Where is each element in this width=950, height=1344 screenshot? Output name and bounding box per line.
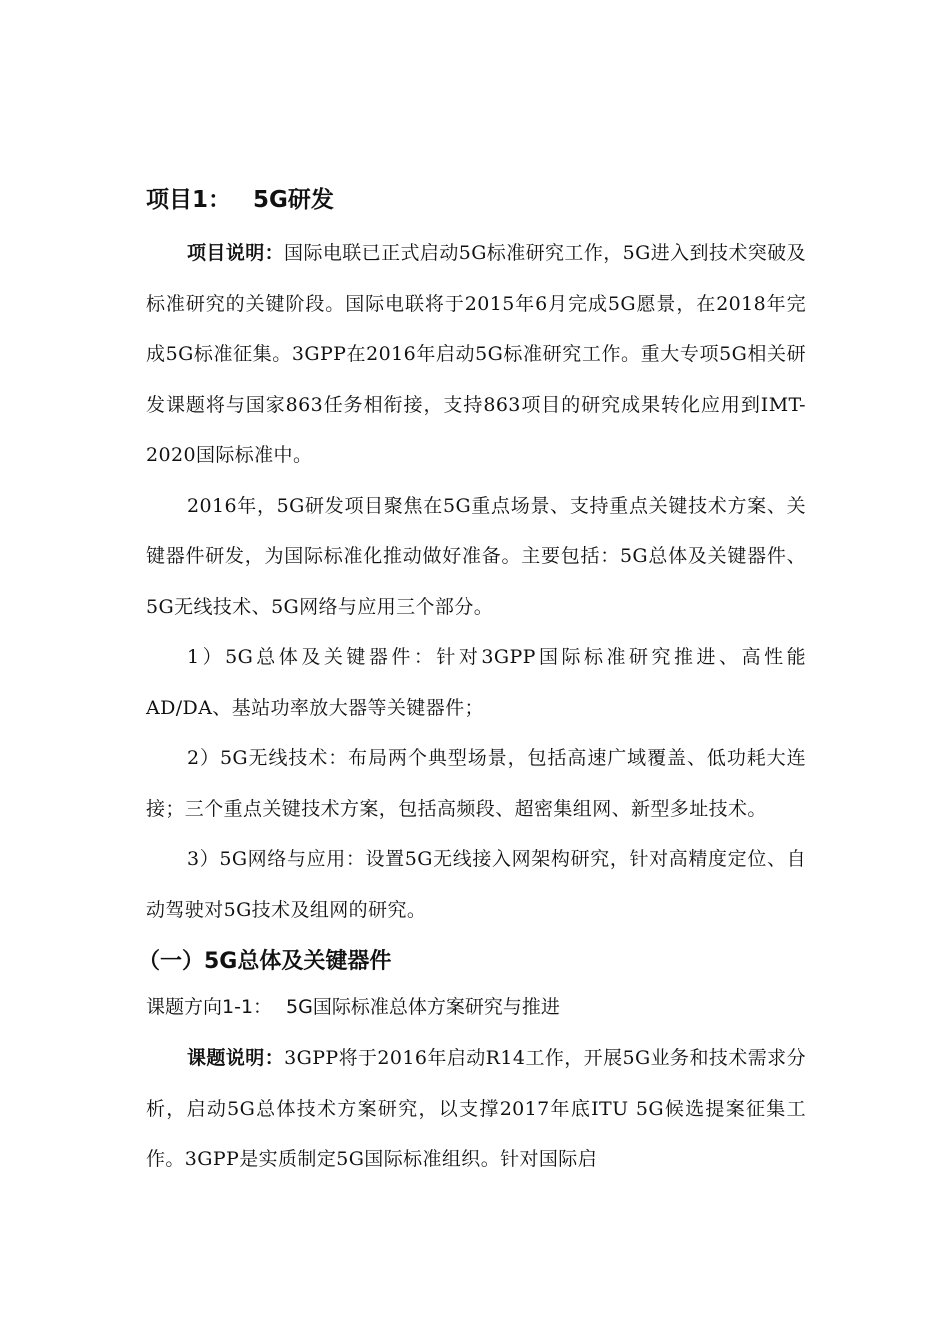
topic-label: 课题方向1-1：: [146, 996, 273, 1018]
list-item-wireless-tech: 2）5G无线技术：布局两个典型场景，包括高速广域覆盖、低功耗大连接；三个重点关键技术方案，包括高频段、超密集组网、新型多址技术。: [146, 747, 806, 820]
topic-intro-text: 3GPP将于2016年启动R14工作，开展5G业务和技术需求分析，启动5G总体技术方案研究，以支撑2017年底ITU 5G候选提案征集工作。3GPP是实质制定5G国际标准组织。针对国际启: [146, 1047, 806, 1170]
project-label: 项目1：: [146, 187, 232, 213]
project-title: 5G研发: [253, 187, 334, 213]
list-item-network-application: 3）5G网络与应用：设置5G无线接入网架构研究，针对高精度定位、自动驾驶对5G技术及组网的研究。: [146, 848, 806, 921]
project-intro-text: 国际电联已正式启动5G标准研究工作，5G进入到技术突破及标准研究的关键阶段。国际电联将于2015年6月完成5G愿景，在2018年完成5G标准征集。3GPP在2016年启动5G标准研究工作。重大专项5G相关研发课题将与国家863任务相衔接，支持863项目的研究成果转化应用到IMT-2020国际标准中。: [146, 242, 806, 466]
project-heading: [146, 178, 806, 222]
topic-intro-paragraph: [146, 1033, 806, 1185]
topic-heading: [146, 985, 806, 1029]
project-intro-lead: 项目说明：: [187, 242, 285, 264]
project-intro-paragraph: [146, 228, 806, 481]
list-item-key-components: 1）5G总体及关键器件：针对3GPP国际标准研究推进、高性能AD/DA、基站功率放大器等关键器件；: [146, 646, 806, 719]
section-heading: （一）5G总体及关键器件: [138, 949, 392, 974]
document-body: [138, 178, 806, 1185]
topic-title: 5G国际标准总体方案研究与推进: [286, 996, 560, 1018]
topic-intro-lead: 课题说明：: [187, 1047, 285, 1069]
overview-paragraph: 2016年，5G研发项目聚焦在5G重点场景、支持重点关键技术方案、关键器件研发，为国际标准化推动做好准备。主要包括：5G总体及关键器件、5G无线技术、5G网络与应用三个部分。: [146, 494, 806, 618]
